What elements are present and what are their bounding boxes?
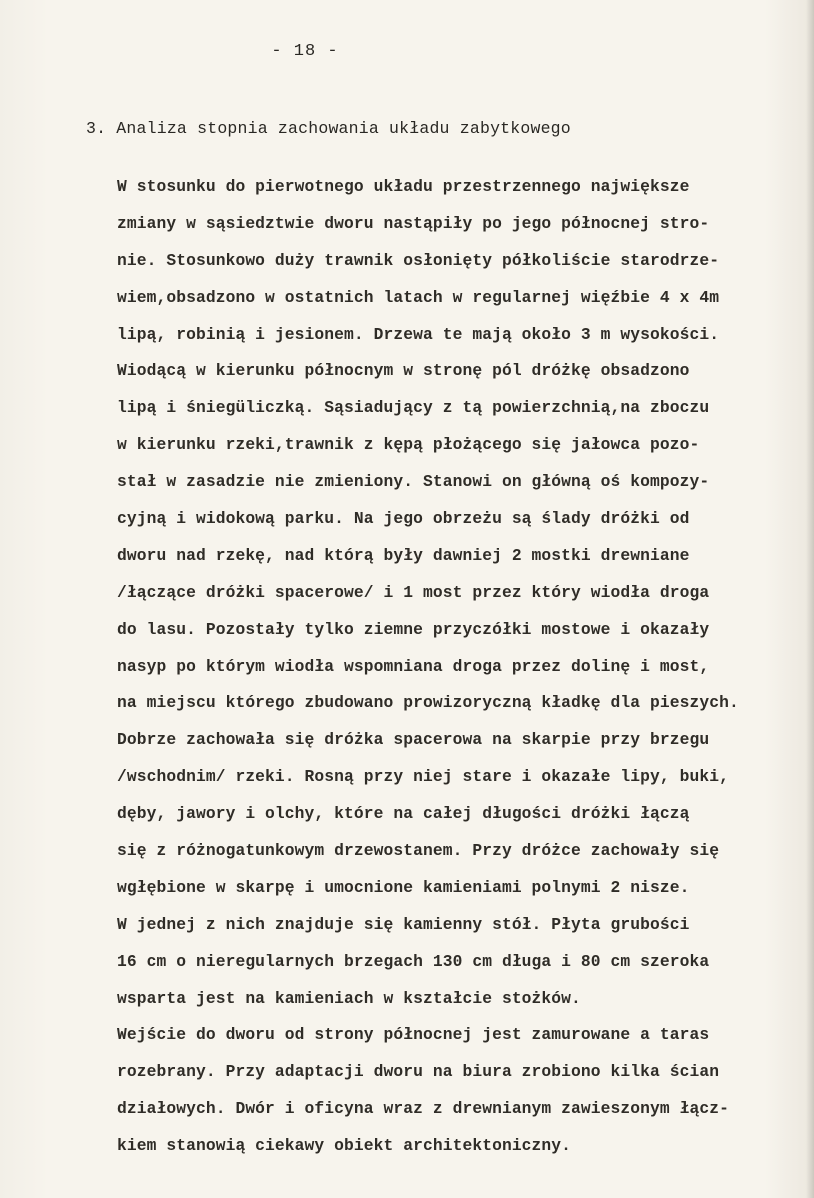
text-line: wsparta jest na kamieniach w kształcie stożków. (117, 988, 581, 1008)
text-line: nie. Stosunkowo duży trawnik osłonięty półkoliście starodrze- (117, 250, 720, 270)
text-line: lipą i śniegüliczką. Sąsiadujący z tą powierzchnią,na zboczu (117, 398, 710, 418)
text-line: działowych. Dwór i oficyna wraz z drewnianym zawieszonym łącz- (117, 1099, 729, 1119)
text-line: wgłębione w skarpę i umocnione kamieniami polnymi 2 nisze. (117, 877, 690, 897)
body-text (117, 174, 809, 1170)
text-line: 16 cm o nieregularnych brzegach 130 cm długa i 80 cm szeroka (117, 951, 710, 971)
text-line: zmiany w sąsiedztwie dworu nastąpiły po jego północnej stro- (117, 213, 710, 233)
page-number: - 18 - (271, 42, 339, 61)
text-line: Dobrze zachowała się dróżka spacerowa na skarpie przy brzegu (117, 730, 710, 750)
section-heading: 3. Analiza stopnia zachowania układu zabytkowego (86, 119, 571, 138)
text-line: stał w zasadzie nie zmieniony. Stanowi on główną oś kompozy- (117, 472, 710, 492)
text-line: kiem stanowią ciekawy obiekt architektoniczny. (117, 1136, 572, 1156)
text-line: cyjną i widokową parku. Na jego obrzeżu są ślady dróżki od (117, 509, 690, 529)
text-line: rozebrany. Przy adaptacji dworu na biura zrobiono kilka ścian (117, 1062, 720, 1082)
text-line: nasyp po którym wiodła wspomniana droga przez dolinę i most, (117, 656, 710, 676)
text-line: W stosunku do pierwotnego układu przestrzennego największe (117, 177, 690, 196)
text-line: dworu nad rzekę, nad którą były dawniej 2 mostki drewniane (117, 545, 690, 565)
text-line: W jednej z nich znajduje się kamienny stół. Płyta grubości (117, 914, 690, 934)
text-line: Wejście do dworu od strony północnej jest zamurowane a taras (117, 1025, 710, 1045)
text-line: na miejscu którego zbudowano prowizoryczną kładkę dla pieszych. (117, 693, 739, 713)
text-line: dęby, jawory i olchy, które na całej długości dróżki łączą (117, 804, 690, 824)
text-line: Wiodącą w kierunku północnym w stronę pól dróżkę obsadzono (117, 361, 690, 381)
text-line: /łączące dróżki spacerowe/ i 1 most przez który wiodła droga (117, 582, 710, 602)
text-line: wiem,obsadzono w ostatnich latach w regularnej więźbie 4 x 4m (117, 287, 720, 307)
text-line: się z różnogatunkowym drzewostanem. Przy dróżce zachowały się (117, 841, 720, 861)
text-line: w kierunku rzeki,trawnik z kępą płożącego się jałowca pozo- (117, 435, 700, 455)
text-line: lipą, robinią i jesionem. Drzewa te mają około 3 m wysokości. (117, 324, 720, 344)
text-line: do lasu. Pozostały tylko ziemne przyczółki mostowe i okazały (117, 619, 710, 639)
text-line: /wschodnim/ rzeki. Rosną przy niej stare i okazałe lipy, buki, (117, 767, 729, 787)
